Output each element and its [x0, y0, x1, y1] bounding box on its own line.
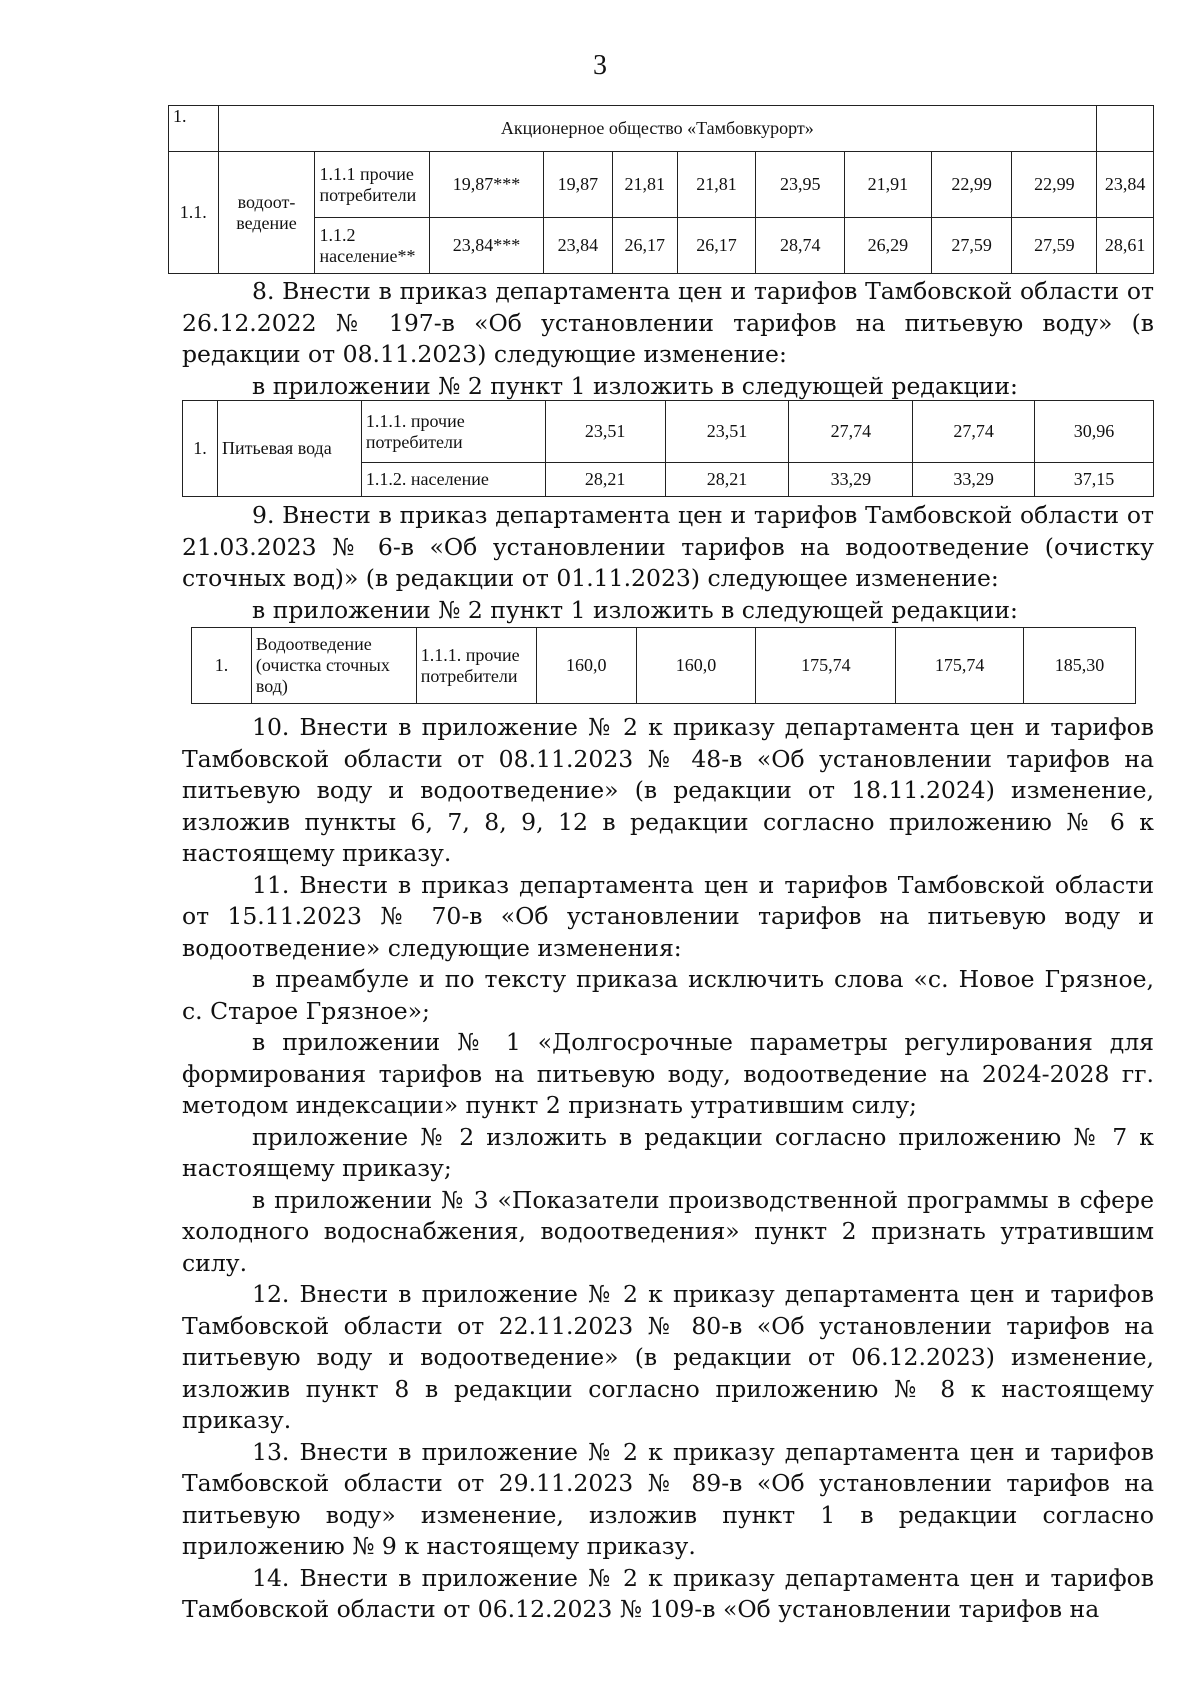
table-cell: 33,29	[789, 463, 913, 497]
table-cell-label: 1.1.2 население**	[315, 218, 430, 274]
paragraph-11-item: в приложении № 3 «Показатели производственной программы в сфере холодного водоснабжения, водоотведения» пункт 2 признать утратившим силу.	[182, 1185, 1154, 1277]
table-cell: 37,15	[1035, 463, 1154, 497]
tariff-table-tambovkurort	[168, 105, 1154, 274]
table-cell: 19,87	[543, 152, 612, 218]
table-cell-name: Питьевая вода	[217, 401, 361, 497]
table-cell: 28,21	[665, 463, 789, 497]
tariff-table-wastewater	[191, 627, 1136, 704]
table-cell: 23,95	[756, 152, 845, 218]
table-cell-label: 1.1.2. население	[361, 463, 545, 497]
table-cell: 23,84	[1097, 152, 1154, 218]
table-cell: 26,17	[613, 218, 677, 274]
table-cell: 26,17	[677, 218, 756, 274]
paragraph-14: 14. Внести в приложение № 2 к приказу департамента цен и тарифов Тамбовской области от 06.12.2023 № 109-в «Об установлении тарифов на	[182, 1563, 1154, 1623]
table-cell-no: 1.	[183, 401, 218, 497]
company-name: Акционерное общество «Тамбовкурорт»	[218, 106, 1097, 152]
table-cell-no: 1.	[192, 628, 252, 704]
table-cell: 21,81	[677, 152, 756, 218]
table-cell: 27,74	[789, 401, 913, 463]
table-cell: 19,87***	[430, 152, 544, 218]
paragraphs-main	[182, 712, 1154, 1626]
table-cell: 28,21	[545, 463, 665, 497]
table-cell: 28,61	[1097, 218, 1154, 274]
paragraph-8-text: 8. Внести в приказ департамента цен и тарифов Тамбовской области от 26.12.2022 № 197-в «Об установлении тарифов на питьевую воду» (в редакции от 08.11.2023) следующие изменение:	[182, 277, 1154, 368]
table-cell: 185,30	[1024, 628, 1136, 704]
table-cell: 23,84	[543, 218, 612, 274]
table-cell: 22,99	[931, 152, 1012, 218]
table-cell: 175,74	[896, 628, 1024, 704]
paragraph-9-sub: в приложении № 2 пункт 1 изложить в следующей редакции:	[252, 595, 1018, 624]
page-number: 3	[593, 50, 607, 81]
paragraph-8	[182, 276, 1154, 402]
table-cell-no: 1.	[169, 106, 219, 152]
table-cell-label: 1.1.1. прочие потребители	[416, 628, 536, 704]
table-cell-label: 1.1.1 прочие потребители	[315, 152, 430, 218]
table-cell: 27,74	[913, 401, 1035, 463]
table-cell: 26,29	[845, 218, 932, 274]
paragraph-11-item: приложение № 2 изложить в редакции согласно приложению № 7 к настоящему приказу;	[182, 1122, 1154, 1182]
paragraph-13: 13. Внести в приложение № 2 к приказу департамента цен и тарифов Тамбовской области от 29.11.2023 № 89-в «Об установлении тарифов на питьевую воду» изменение, изложив пункт 1 в редакции согласно приложению № 9 к настоящему приказу.	[182, 1437, 1154, 1560]
paragraph-11-item: в приложении № 1 «Долгосрочные параметры регулирования для формирования тарифов на питьевую воду, водоотведение на 2024-2028 гг. методом индексации» пункт 2 признать утратившим силу;	[182, 1028, 1154, 1119]
table-cell: 27,59	[931, 218, 1012, 274]
table-cell: 22,99	[1012, 152, 1097, 218]
table-cell: 160,0	[636, 628, 756, 704]
table-cell: 27,59	[1012, 218, 1097, 274]
paragraph-10: 10. Внести в приложение № 2 к приказу департамента цен и тарифов Тамбовской области от 08.11.2023 № 48-в «Об установлении тарифов на питьевую воду и водоотведение» (в редакции от 18.11.2024) изменение, изложив пункты 6, 7, 8, 9, 12 в редакции согласно приложению № 6 к настоящему приказу.	[182, 713, 1154, 867]
table-cell: 23,51	[545, 401, 665, 463]
paragraph-9-text: 9. Внести в приказ департамента цен и тарифов Тамбовской области от 21.03.2023 № 6-в «Об установлении тарифов на водоотведение (очистку сточных вод)» (в редакции от 01.11.2023) следующее изменение:	[182, 501, 1154, 592]
table-cell: 21,81	[613, 152, 677, 218]
table-cell: 23,84***	[430, 218, 544, 274]
paragraph-11-item: в преамбуле и по тексту приказа исключить слова «с. Новое Грязное, с. Старое Грязное»;	[182, 965, 1154, 1025]
table-cell-row-no: 1.1.	[169, 152, 219, 274]
tariff-table-drinking-water	[182, 400, 1154, 497]
table-cell: 28,74	[756, 218, 845, 274]
paragraph-12: 12. Внести в приложение № 2 к приказу департамента цен и тарифов Тамбовской области от 22.11.2023 № 80-в «Об установлении тарифов на питьевую воду и водоотведение» (в редакции от 06.12.2023) изменение, изложив пункт 8 в редакции согласно приложению № 8 к настоящему приказу.	[182, 1280, 1154, 1434]
table-cell-label: 1.1.1. прочие потребители	[361, 401, 545, 463]
table-cell: 33,29	[913, 463, 1035, 497]
table-cell: 21,91	[845, 152, 932, 218]
table-cell: 23,51	[665, 401, 789, 463]
table-cell: 30,96	[1035, 401, 1154, 463]
paragraph-11: 11. Внести в приказ департамента цен и тарифов Тамбовской области от 15.11.2023 № 70-в «Об установлении тарифов на питьевую воду и водоотведение» следующие изменения:	[182, 870, 1154, 962]
table-cell-name: Водоотведение (очистка сточных вод)	[251, 628, 416, 704]
paragraph-8-sub: в приложении № 2 пункт 1 изложить в следующей редакции:	[252, 371, 1018, 400]
table-cell: 175,74	[756, 628, 896, 704]
table-cell: 160,0	[536, 628, 636, 704]
table-cell-service: водоот- ведение	[218, 152, 315, 274]
paragraph-9	[182, 500, 1154, 626]
